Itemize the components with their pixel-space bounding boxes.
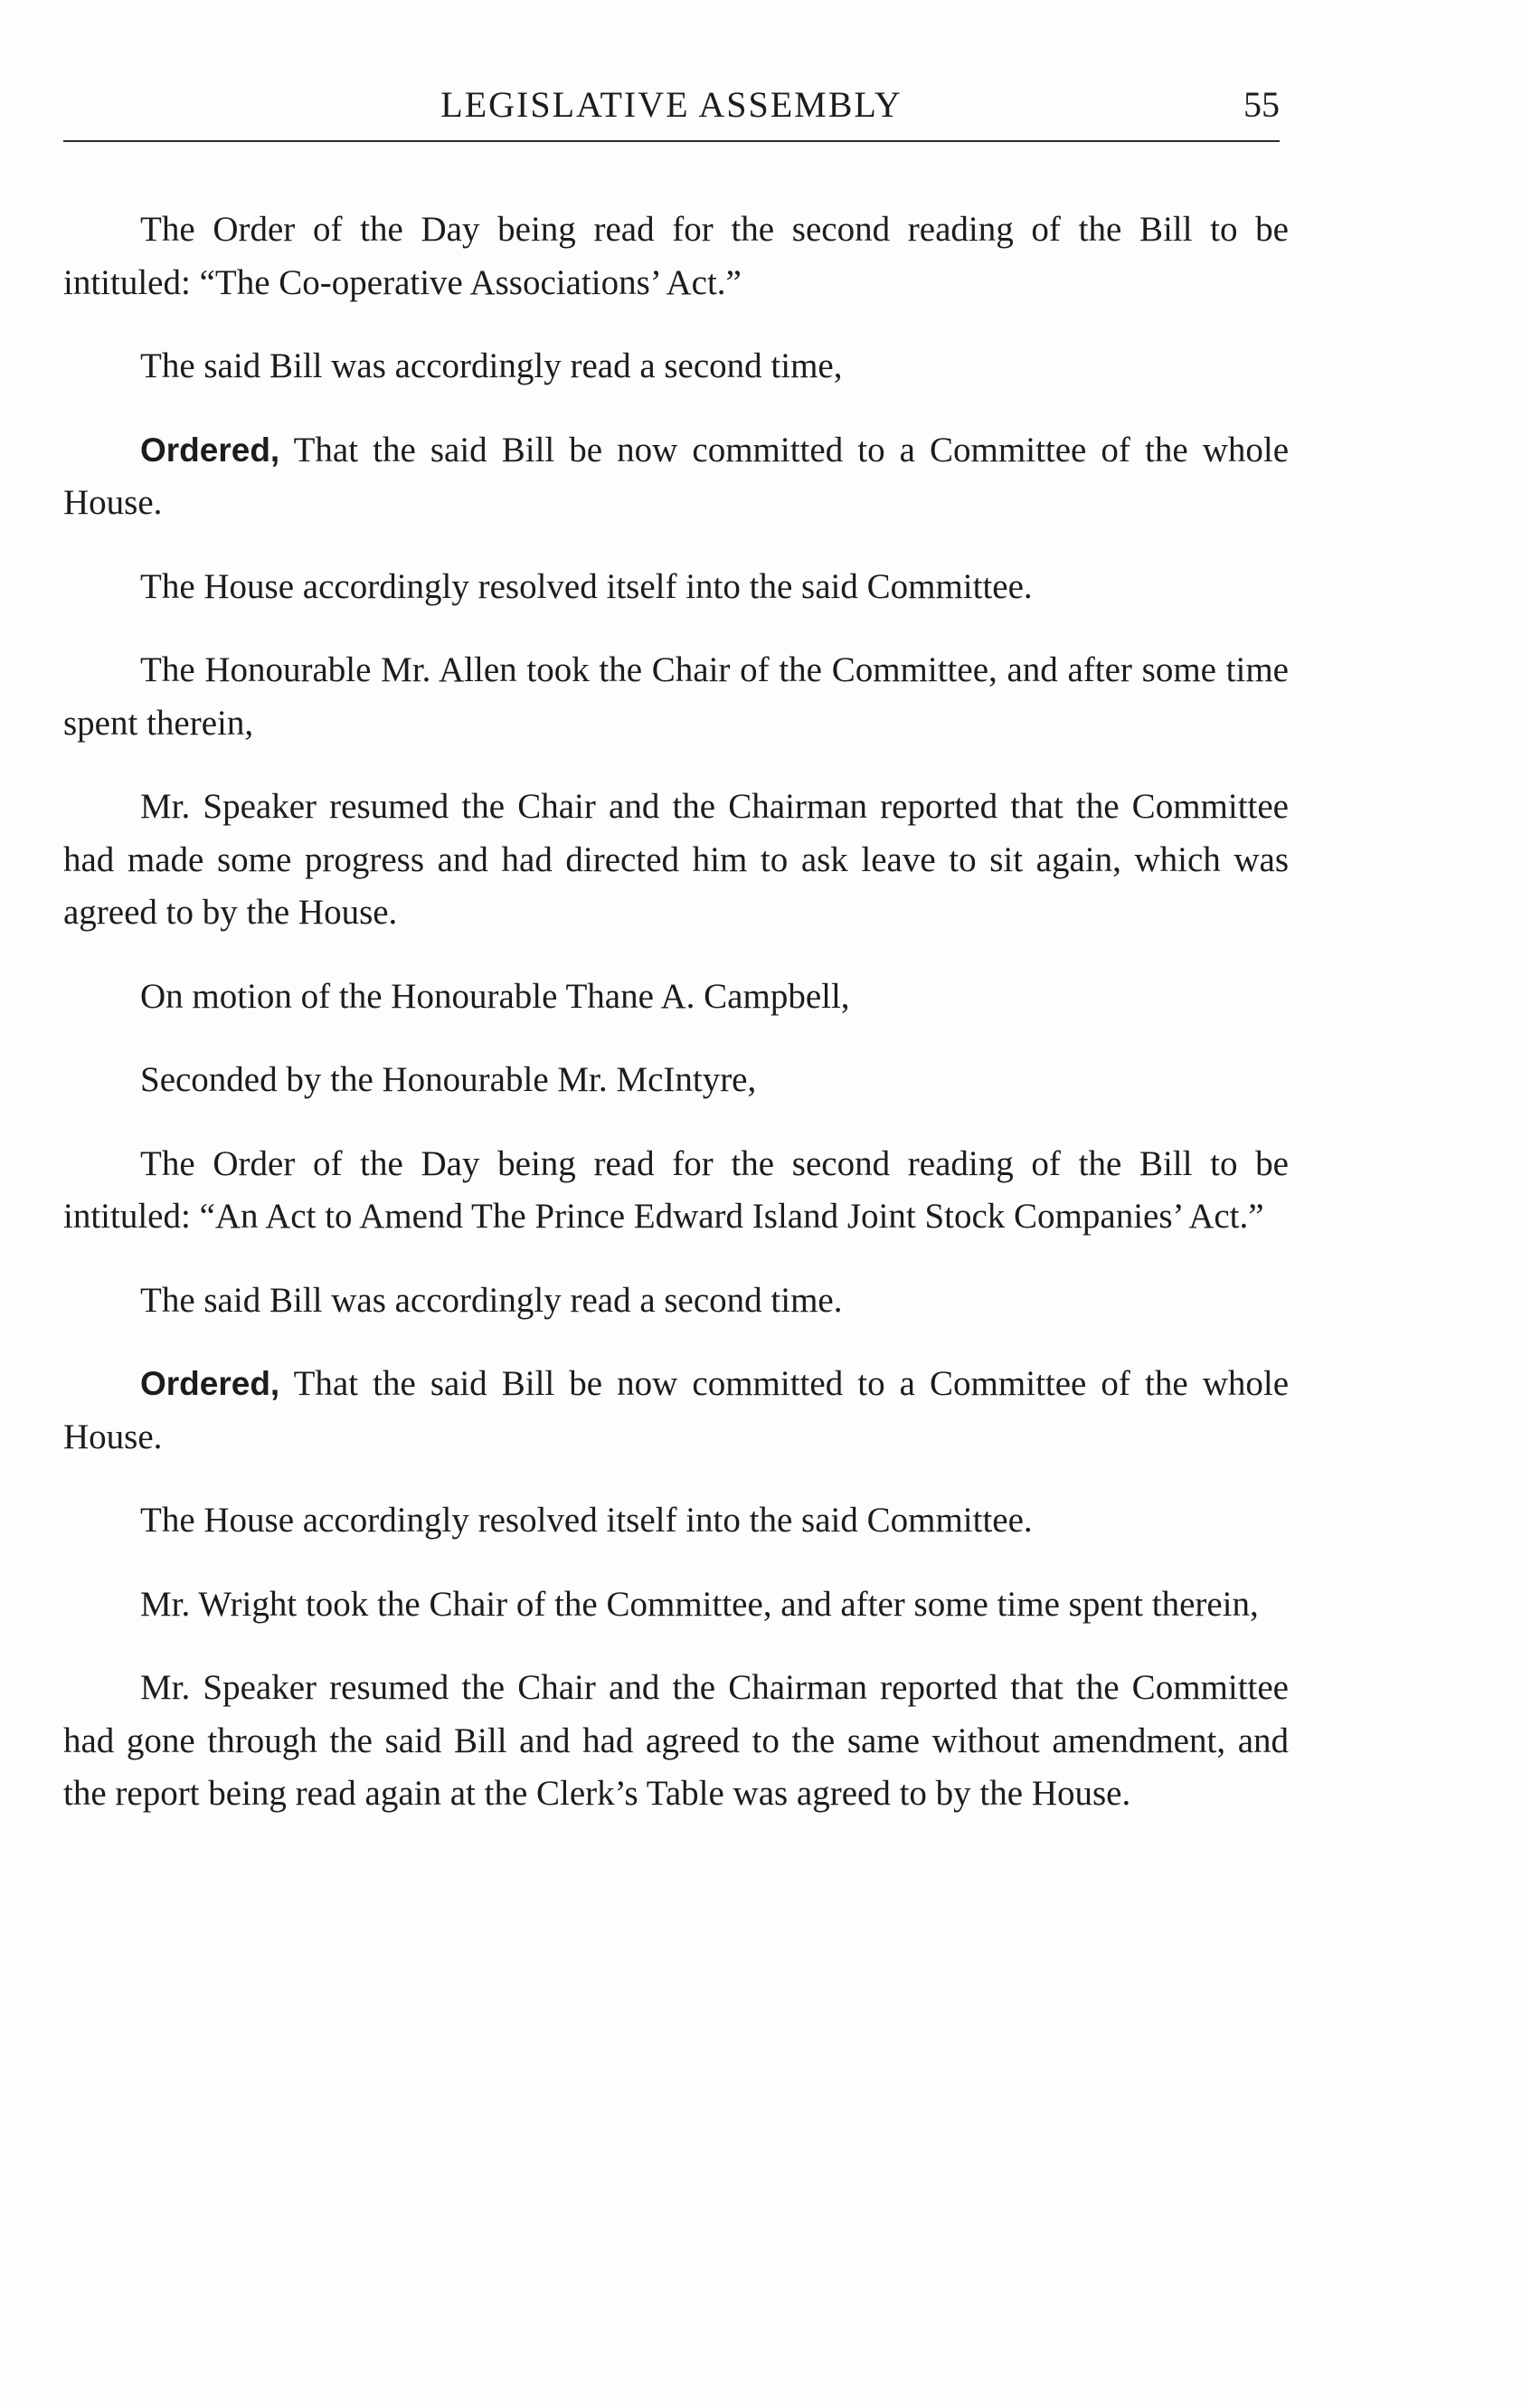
- running-title: LEGISLATIVE ASSEMBLY: [440, 84, 903, 125]
- paragraph-speaker-resumed-agreed: [63, 1662, 1289, 1821]
- ordered-lead: Ordered,: [140, 431, 280, 469]
- paragraph-text: The House accordingly resolved itself into the said Committee.: [140, 566, 1033, 606]
- paragraph-allen-chair: [63, 644, 1289, 750]
- paragraph-text: The said Bill was accordingly read a second time,: [140, 346, 843, 385]
- header-rule: [63, 140, 1280, 142]
- paragraph-wright-chair: [63, 1578, 1289, 1632]
- paragraph-text: On motion of the Honourable Thane A. Campbell,: [140, 976, 850, 1016]
- paragraph-on-motion: [63, 971, 1289, 1024]
- paragraph-order-of-day-cooperative: [63, 204, 1289, 309]
- ordered-lead: Ordered,: [140, 1365, 280, 1402]
- paragraph-text: The Honourable Mr. Allen took the Chair of the Committee, and after some time spent therein,: [63, 650, 1289, 743]
- paragraph-text: That the said Bill be now committed to a Committee of the whole House.: [63, 1364, 1289, 1456]
- paragraph-second-reading: [63, 340, 1289, 393]
- paragraph-text: The Order of the Day being read for the second reading of the Bill to be intituled: “The Co-operative Associations’ Act.”: [63, 210, 1289, 302]
- paragraph-house-resolved: [63, 561, 1289, 614]
- paragraph-text: The House accordingly resolved itself into the said Committee.: [140, 1501, 1033, 1540]
- paragraph-text: That the said Bill be now committed to a Committee of the whole House.: [63, 430, 1289, 522]
- paragraph-ordered-committed: [63, 424, 1289, 530]
- paragraph-order-of-day-joint-stock: [63, 1138, 1289, 1244]
- page-number: 55: [1243, 84, 1280, 125]
- paragraph-house-resolved: [63, 1494, 1289, 1548]
- paragraph-speaker-resumed-progress: [63, 781, 1289, 940]
- paragraph-text: Mr. Speaker resumed the Chair and the Chairman reported that the Committee had made some progress and had directed him to ask leave to sit again, which was agreed to by the House.: [63, 787, 1289, 932]
- paragraph-text: The said Bill was accordingly read a second time.: [140, 1280, 843, 1320]
- paragraph-text: Mr. Speaker resumed the Chair and the Chairman reported that the Committee had gone through the said Bill and had agreed to the same without amendment, and the report being read again at the Clerk’s Table was agreed to by the House.: [63, 1668, 1289, 1813]
- paragraph-ordered-committed: [63, 1358, 1289, 1464]
- paragraph-text: Seconded by the Honourable Mr. McIntyre,: [140, 1060, 757, 1099]
- body-text: [63, 204, 1289, 1852]
- paragraph-seconded: [63, 1054, 1289, 1107]
- paragraph-text: The Order of the Day being read for the second reading of the Bill to be intituled: “An Act to Amend The Prince Edward Island Joint Stock Companies’ Act.”: [63, 1143, 1289, 1236]
- paragraph-text: Mr. Wright took the Chair of the Committee, and after some time spent therein,: [140, 1584, 1259, 1624]
- paragraph-second-reading: [63, 1275, 1289, 1328]
- page-header: [63, 74, 1280, 136]
